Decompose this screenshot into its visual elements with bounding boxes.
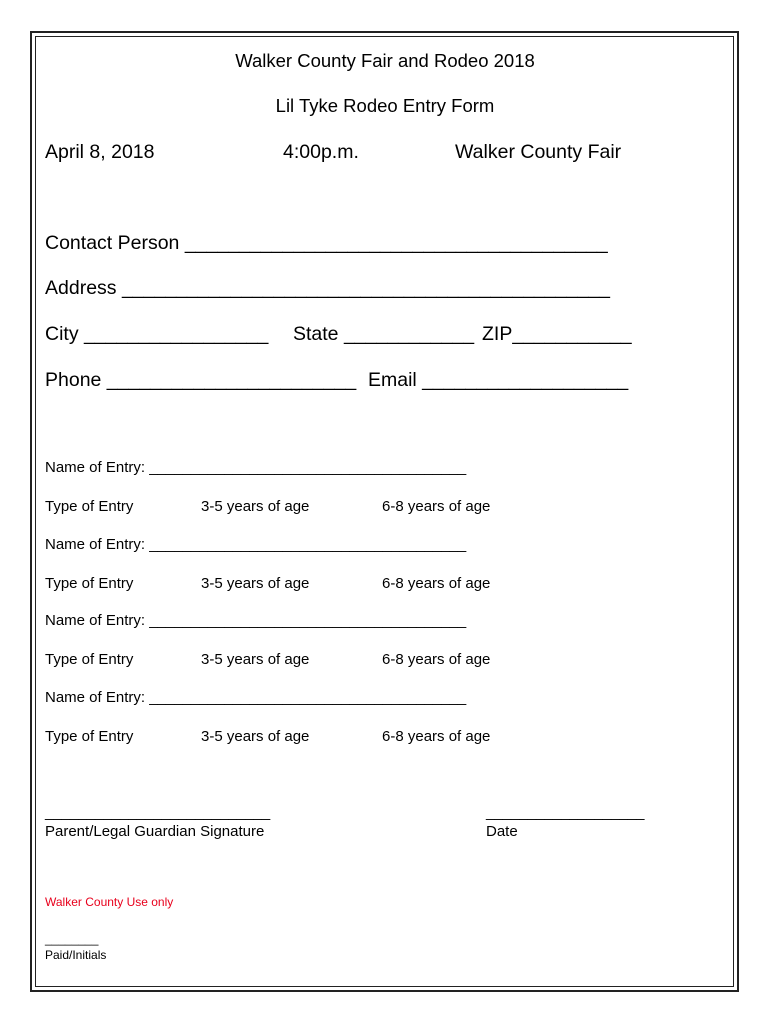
event-location: Walker County Fair <box>455 141 622 163</box>
event-time: 4:00p.m. <box>283 141 359 163</box>
paid-initials-label: Paid/Initials <box>45 948 107 962</box>
age-option-6-8[interactable]: 6-8 years of age <box>382 728 491 745</box>
entry-name-field[interactable]: Name of Entry: ______________________________________ <box>45 459 467 476</box>
age-option-6-8[interactable]: 6-8 years of age <box>382 651 491 668</box>
entry-name-field[interactable]: Name of Entry: ______________________________________ <box>45 536 467 553</box>
office-use-label: Walker County Use only <box>45 895 174 909</box>
form-title: Walker County Fair and Rodeo 2018 <box>235 50 535 71</box>
age-option-3-5[interactable]: 3-5 years of age <box>201 575 310 592</box>
event-date: April 8, 2018 <box>45 141 155 163</box>
date-line[interactable]: ___________________ <box>486 804 645 821</box>
age-option-3-5[interactable]: 3-5 years of age <box>201 728 310 745</box>
zip-field[interactable]: ZIP___________ <box>482 323 632 345</box>
age-option-3-5[interactable]: 3-5 years of age <box>201 651 310 668</box>
phone-field[interactable]: Phone _______________________ <box>45 369 357 391</box>
signature-line[interactable]: ___________________________ <box>45 804 271 821</box>
entry-name-field[interactable]: Name of Entry: ______________________________________ <box>45 612 467 629</box>
paid-initials-line[interactable]: ________ <box>45 932 99 946</box>
email-field[interactable]: Email ___________________ <box>368 369 629 391</box>
city-field[interactable]: City _________________ <box>45 323 269 345</box>
date-label: Date <box>486 823 518 840</box>
contact-person-field[interactable]: Contact Person _______________________________________ <box>45 232 608 254</box>
entry-name-field[interactable]: Name of Entry: ______________________________________ <box>45 689 467 706</box>
age-option-6-8[interactable]: 6-8 years of age <box>382 498 491 515</box>
age-option-6-8[interactable]: 6-8 years of age <box>382 575 491 592</box>
entry-type-label: Type of Entry <box>45 575 134 592</box>
form-subtitle: Lil Tyke Rodeo Entry Form <box>275 95 495 116</box>
entry-type-label: Type of Entry <box>45 728 134 745</box>
entry-type-label: Type of Entry <box>45 651 134 668</box>
signature-label: Parent/Legal Guardian Signature <box>45 823 265 840</box>
address-field[interactable]: Address _____________________________________________ <box>45 277 610 299</box>
entry-type-label: Type of Entry <box>45 498 134 515</box>
age-option-3-5[interactable]: 3-5 years of age <box>201 498 310 515</box>
state-field[interactable]: State ____________ <box>293 323 475 345</box>
